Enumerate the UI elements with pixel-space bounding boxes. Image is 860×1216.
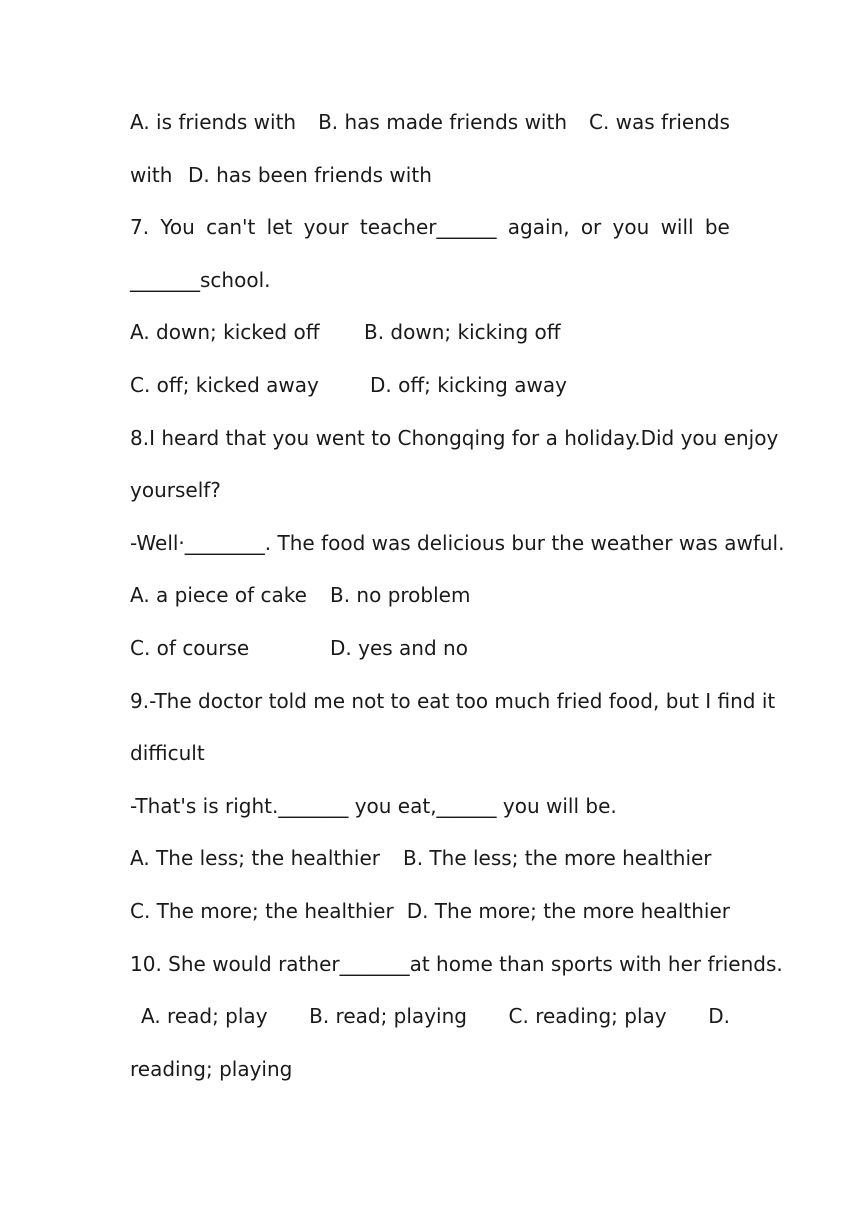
q8-option-d: D. yes and no	[330, 635, 468, 660]
q10-stem: 10. She would rather_______at home than sports with her friends.	[130, 951, 783, 976]
q6-options-line-2	[130, 149, 730, 202]
q8-option-b: B. no problem	[330, 583, 471, 608]
q9-stem-line-1: 9.-The doctor told me not to eat too much fried food, but I find it	[130, 688, 776, 713]
q10-options-line-1	[130, 990, 730, 1043]
q10-option-a: A. read; play	[141, 1004, 268, 1029]
q9-option-c: C. The more; the healthier	[130, 898, 394, 923]
q7-option-a: A. down; kicked off	[130, 320, 320, 345]
q10-option-b: B. read; playing	[309, 1004, 467, 1029]
q10-option-c: C. reading; play	[508, 1004, 667, 1029]
q7-stem-line-1	[130, 201, 730, 254]
q6-option-c-part2: with	[130, 162, 173, 187]
q7-word: will	[660, 215, 694, 240]
q9-option-b: B. The less; the more healthier	[403, 846, 712, 871]
q7-option-d: D. off; kicking away	[370, 372, 567, 397]
q7-word: your	[303, 215, 349, 240]
q9-stem-line-2: difficult	[130, 741, 205, 766]
q10-option-d-label: D.	[708, 1004, 730, 1029]
q7-word: let	[266, 215, 293, 240]
q6-option-c-part1: C. was friends	[588, 110, 730, 134]
q7-option-c: C. off; kicked away	[130, 372, 319, 397]
q7-options-row-1	[130, 306, 730, 359]
q6-options-line-1	[130, 96, 730, 149]
q7-word: again,	[507, 215, 570, 240]
q8-options-row-2	[130, 622, 730, 675]
q8-options-row-1	[130, 569, 730, 622]
q7-options-row-2	[130, 359, 730, 412]
q7-word: 7.	[130, 215, 150, 240]
q8-option-a: A. a piece of cake	[130, 583, 307, 608]
q7-word: You	[160, 215, 195, 240]
q7-word: you	[612, 215, 650, 240]
q9-reply: -That's is right._______ you eat,______ you will be.	[130, 793, 617, 818]
q8-option-c: C. of course	[130, 635, 250, 660]
q6-option-b: B. has made friends with	[318, 110, 568, 134]
q10-options-line-2: reading; playing	[130, 1056, 293, 1081]
q6-option-a: A. is friends with	[130, 110, 297, 134]
q8-stem-line-1: 8.I heard that you went to Chongqing for a holiday.Did you enjoy	[130, 425, 779, 450]
document-page	[130, 96, 785, 1095]
q7-stem-line-2: _______school.	[130, 267, 271, 292]
q9-options-row-1	[130, 832, 730, 885]
q7-word: or	[580, 215, 602, 240]
q9-option-d: D. The more; the more healthier	[406, 898, 730, 923]
q7-word: can't	[206, 215, 256, 240]
q9-options-row-2	[130, 885, 730, 938]
q7-word: be	[704, 215, 730, 240]
q7-word: teacher______	[359, 215, 497, 240]
q8-stem-line-2: yourself?	[130, 478, 221, 503]
q8-reply: -Well·________. The food was delicious bur the weather was awful.	[130, 530, 785, 555]
q6-option-d: D. has been friends with	[188, 162, 432, 187]
q9-option-a: A. The less; the healthier	[130, 846, 380, 871]
q7-option-b: B. down; kicking off	[364, 320, 561, 345]
